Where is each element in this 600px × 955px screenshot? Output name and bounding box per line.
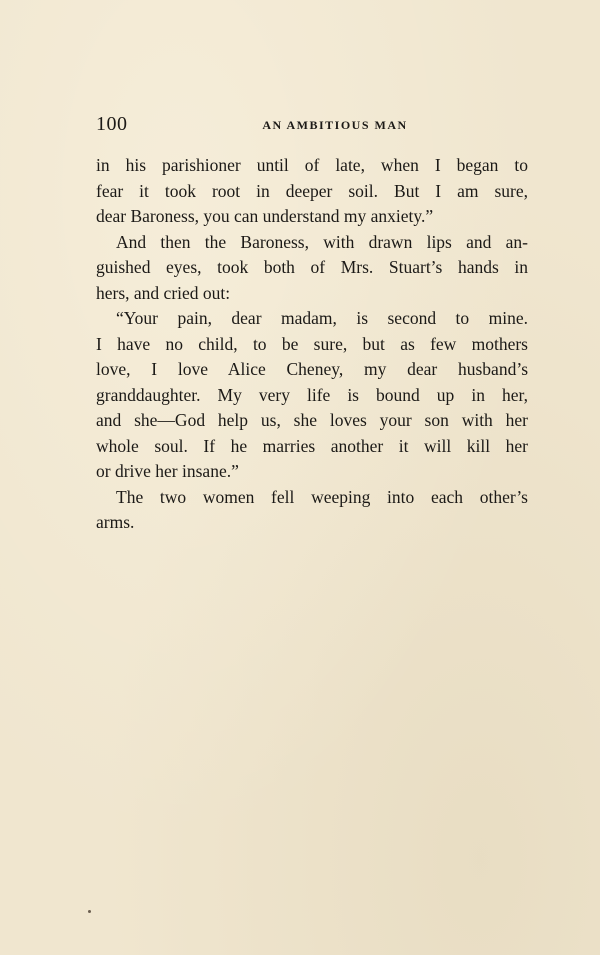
text-line: hers, and cried out: [96, 282, 231, 303]
paragraph-1 [96, 153, 528, 230]
text-line: “Your pain, dear madam, is second to mine. [116, 308, 528, 328]
text-line: guished eyes, took both of Mrs. Stuart’s hands in [96, 257, 528, 277]
paragraph-3 [96, 306, 528, 485]
text-line: in his parishioner until of late, when I began to [96, 155, 528, 175]
text-line: and she—God help us, she loves your son with her [96, 410, 528, 430]
running-title: AN AMBITIOUS MAN [262, 118, 408, 132]
text-line: And then the Baroness, with drawn lips and an- [116, 231, 528, 252]
text-line: fear it took root in deeper soil. But I am sure, [96, 180, 528, 201]
text-line: The two women fell weeping into each other’s [116, 486, 528, 507]
paragraph-4 [96, 485, 528, 536]
paragraph-2 [96, 230, 528, 307]
text-line: love, I love Alice Cheney, my dear husband’s [96, 359, 528, 379]
text-line: arms. [96, 512, 135, 532]
running-head [96, 113, 524, 139]
text-line: granddaughter. My very life is bound up in her, [96, 384, 528, 405]
text-line: or drive her insane.” [96, 461, 239, 481]
text-line: I have no child, to be sure, but as few mothers [96, 333, 528, 354]
text-line: whole soul. If he marries another it will kill her [96, 435, 528, 456]
text-line: dear Baroness, you can understand my anxiety.” [96, 206, 434, 226]
body-text [96, 153, 528, 536]
page-number: 100 [96, 113, 128, 135]
paper-speck [88, 910, 91, 913]
